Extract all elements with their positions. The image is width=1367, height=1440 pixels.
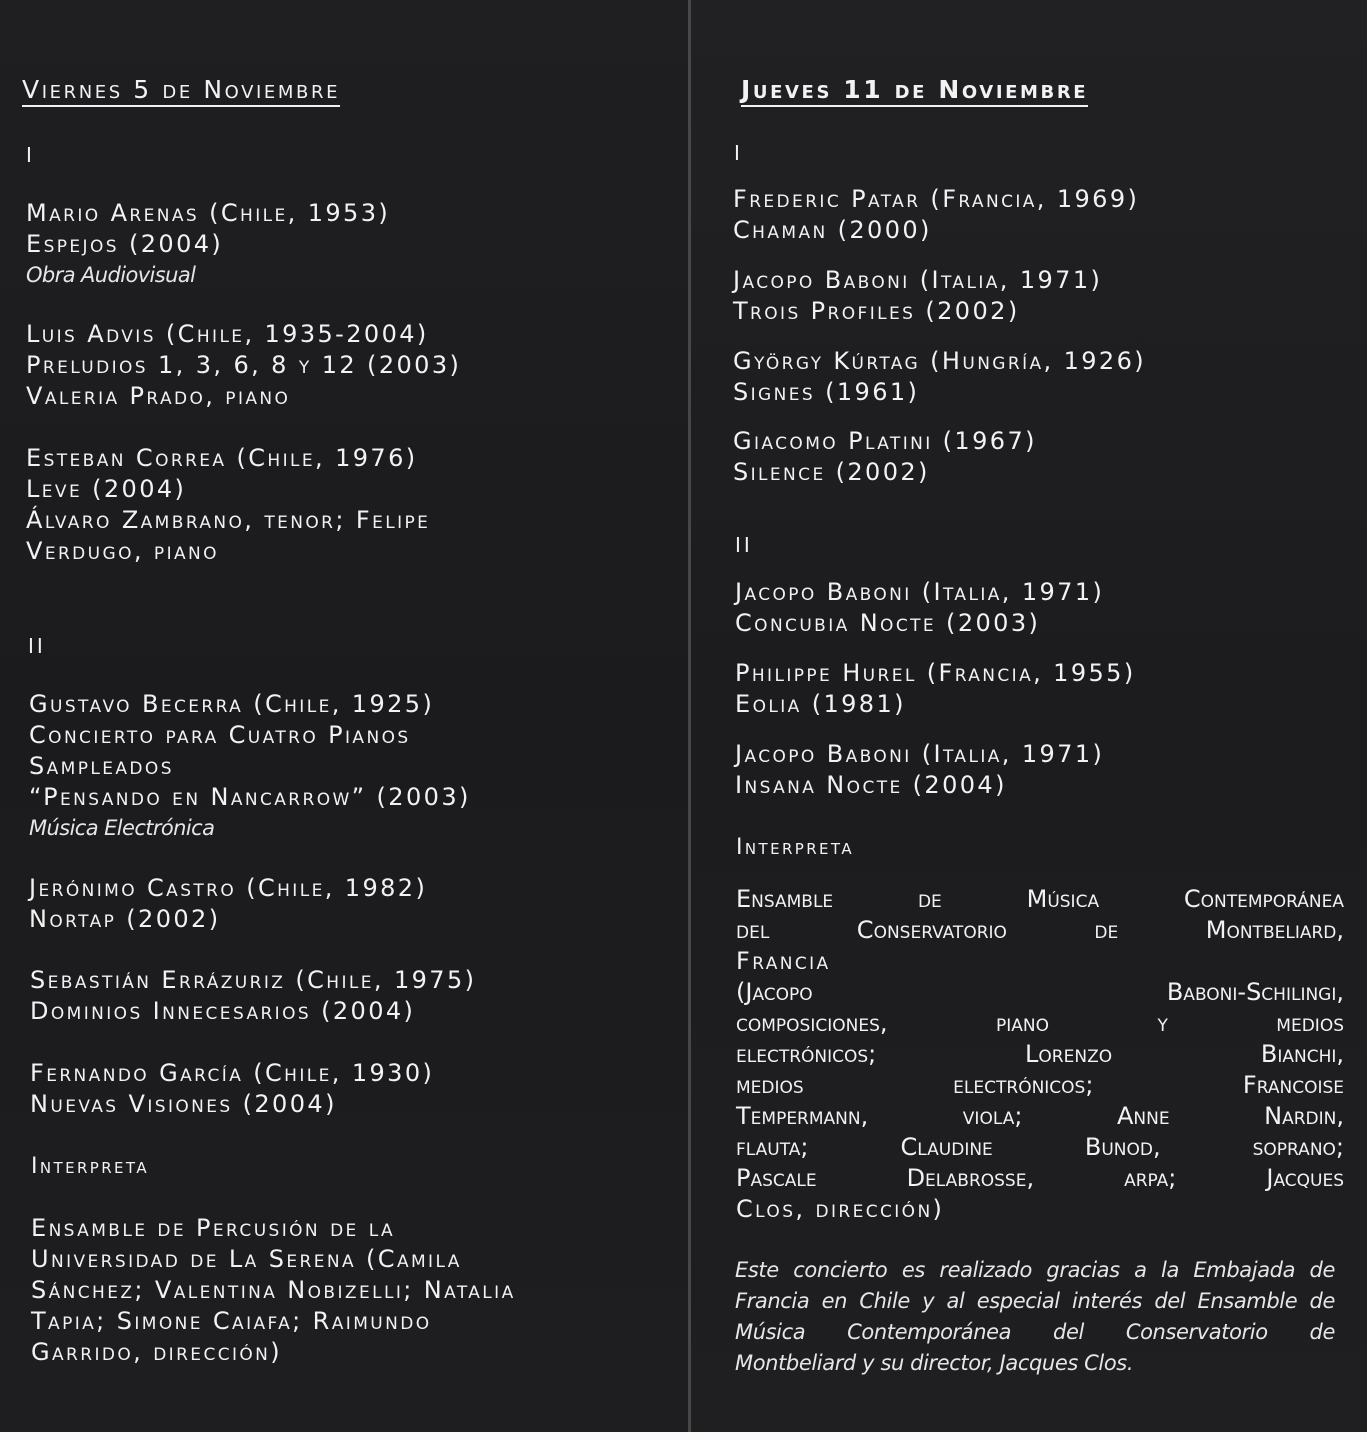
program-entry [735,739,1104,801]
center-fold-line [688,0,691,1440]
program-entry [29,873,427,935]
acknowledgement-line: Francia en Chile y al especial interés del Ensamble de [735,1289,1335,1313]
work-title-line: Concubia Nocte (2003) [735,609,1041,637]
composer-line: Gustavo Becerra (Chile, 1925) [29,690,435,718]
performer-line: Álvaro Zambrano, tenor; Felipe [26,506,431,534]
performers-line: Tempermann, viola; Anne Nardin, [736,1102,1344,1130]
composer-line: Jacopo Baboni (Italia, 1971) [733,266,1103,294]
work-title-line: Dominios Innecesarios (2004) [30,997,416,1025]
program-entry [735,658,1136,720]
composer-line: Fernando García (Chile, 1930) [30,1059,435,1087]
work-title-line: Signes (1961) [733,378,920,406]
performers-line: Ensamble de Música Contemporánea [736,885,1344,913]
work-title-line: Nuevas Visiones (2004) [30,1090,337,1118]
part-number: II [28,634,46,658]
work-title-line: Trois Profiles (2002) [733,297,1020,325]
work-title-line: Chaman (2000) [733,216,932,244]
composer-line: Mario Arenas (Chile, 1953) [26,199,391,227]
work-title-line: Espejos (2004) [26,230,224,258]
composer-line: György Kúrtag (Hungría, 1926) [733,347,1147,375]
program-entry [26,443,430,567]
performers-block [31,1213,651,1368]
performers-line: flauta; Claudine Bunod, soprano; [736,1133,1344,1161]
performers-block [736,884,1344,1225]
performers-line: Francia [736,947,831,975]
work-title-line: Silence (2002) [733,458,930,486]
performers-line: (Jacopo Baboni-Schilingi, [736,978,1344,1006]
performers-line: medios electrónicos; Francoise [736,1071,1344,1099]
performers-line: Universidad de La Serena (Camila [31,1245,462,1273]
work-title-line: Preludios 1, 3, 6, 8 y 12 (2003) [26,351,462,379]
performers-line: composiciones, piano y medios [736,1009,1344,1037]
acknowledgement-line: Música Contemporánea del Conservatorio de [735,1320,1335,1344]
acknowledgement-line: Este concierto es realizado gracias a la Embajada de [735,1258,1335,1282]
program-entry [733,426,1037,488]
part-number: I [26,143,35,167]
program-entry [29,689,471,844]
performer-line: Verdugo, piano [26,537,219,565]
performers-line: electrónicos; Lorenzo Bianchi, [736,1040,1344,1068]
performer-line: Valeria Prado, piano [26,382,291,410]
performers-line: Ensamble de Percusión de la [31,1214,396,1242]
program-entry [733,346,1146,408]
composer-line: Jacopo Baboni (Italia, 1971) [735,578,1105,606]
work-title-line: Leve (2004) [26,475,187,503]
work-title-line: Insana Nocte (2004) [735,771,1007,799]
program-entry [733,184,1139,246]
program-entry [26,319,461,412]
performers-line: Tapia; Simone Caiafa; Raimundo [31,1307,432,1335]
performers-label: Interpreta [736,835,854,860]
part-number: II [735,533,753,557]
work-title-line: Sampleados [29,752,174,780]
performers-label: Interpreta [31,1154,149,1179]
program-entry [30,965,476,1027]
date-heading: Jueves 11 de Noviembre [741,76,1088,107]
work-note: Música Electrónica [29,816,215,840]
program-entry [733,265,1102,327]
date-heading: Viernes 5 de Noviembre [22,76,340,107]
composer-line: Sebastián Errázuriz (Chile, 1975) [30,966,477,994]
composer-line: Luis Advis (Chile, 1935-2004) [26,320,429,348]
performers-line: Sánchez; Valentina Nobizelli; Natalia [31,1276,516,1304]
composer-line: Jerónimo Castro (Chile, 1982) [29,874,428,902]
program-entry [30,1058,434,1120]
performers-line: Garrido, dirección) [31,1338,283,1366]
work-note: Obra Audiovisual [26,263,196,287]
program-entry [735,577,1104,639]
performers-line: Clos, dirección) [736,1195,945,1223]
work-title-line: Eolia (1981) [735,690,906,718]
composer-line: Giacomo Platini (1967) [733,427,1037,455]
composer-line: Frederic Patar (Francia, 1969) [733,185,1140,213]
acknowledgement-line: Montbeliard y su director, Jacques Clos. [735,1351,1134,1375]
work-title-line: “Pensando en Nancarrow” (2003) [29,783,471,811]
paper-bottom-edge [0,1432,1367,1440]
right-panel-thursday-program [690,0,1367,1440]
program-entry [26,198,390,291]
composer-line: Jacopo Baboni (Italia, 1971) [735,740,1105,768]
composer-line: Philippe Hurel (Francia, 1955) [735,659,1136,687]
composer-line: Esteban Correa (Chile, 1976) [26,444,418,472]
performers-line: Pascale Delabrosse, arpa; Jacques [736,1164,1344,1192]
work-title-line: Nortap (2002) [29,905,221,933]
part-number: I [734,141,743,165]
performers-line: del Conservatorio de Montbeliard, [736,916,1344,944]
work-title-line: Concierto para Cuatro Pianos [29,721,411,749]
acknowledgement-text [735,1255,1335,1379]
